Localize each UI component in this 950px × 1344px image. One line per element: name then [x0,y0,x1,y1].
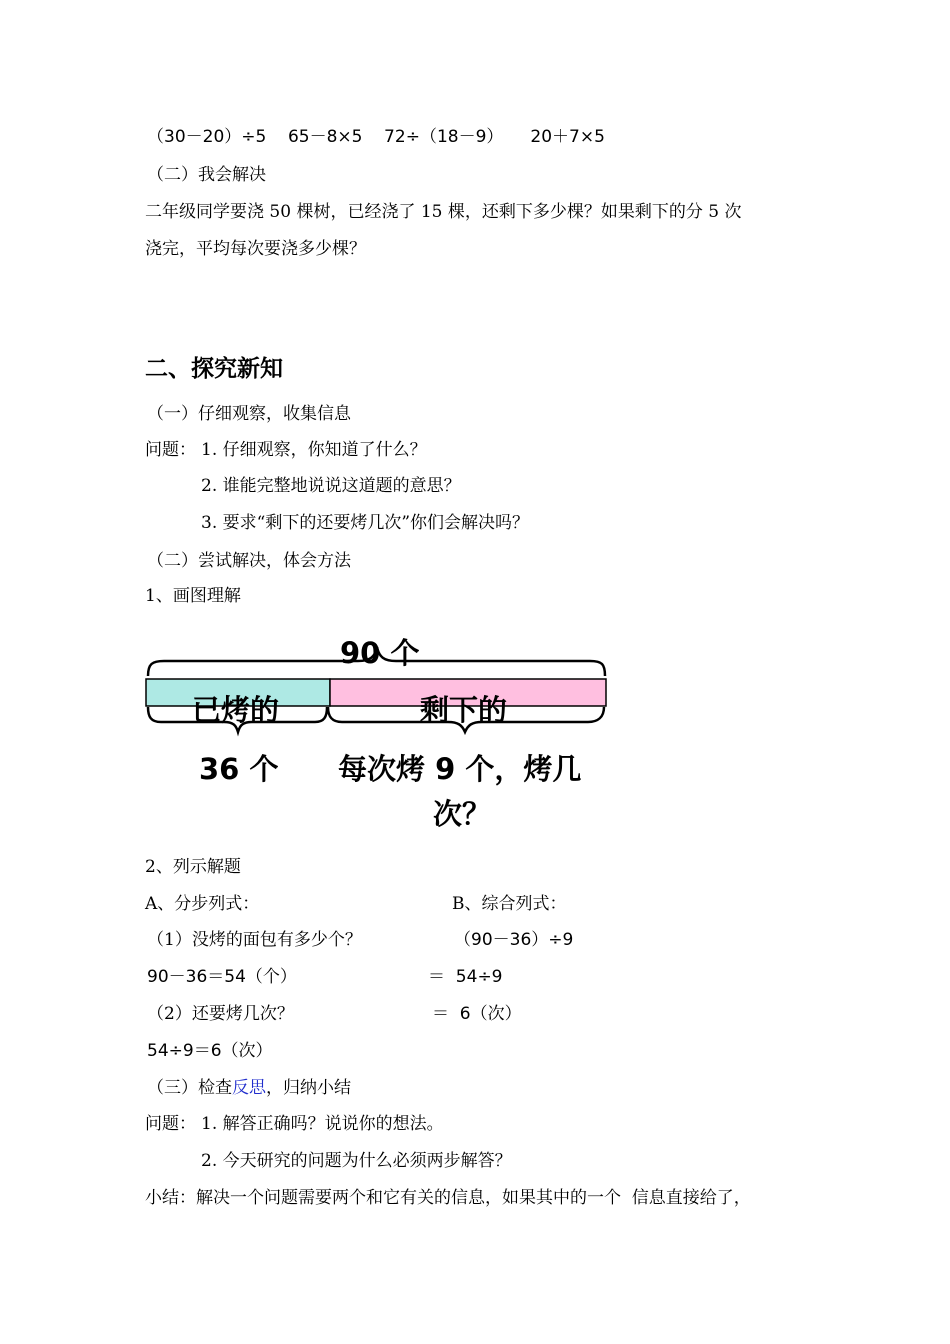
method-a-equation-1: 90－36＝54（个） [147,967,297,987]
calculation-exercises: （30－20）÷5 65－8×5 72÷（18－9） 20＋7×5 [147,127,605,147]
step-solve: 2、列示解题 [145,857,241,877]
total-label: 90 个 [340,636,420,670]
method-a-question-1: （1）没烤的面包有多少个？ [147,930,362,950]
review-question-1: 1. 解答正确吗？说说你的想法。 [201,1114,444,1134]
review-question-2: 2. 今天研究的问题为什么必须两步解答？ [201,1151,512,1171]
review-question-prefix: 问题： [145,1114,196,1134]
summary-text: 小结：解决一个问题需要两个和它有关的信息，如果其中的一个 信息直接给了， [145,1188,751,1208]
subsection-observe: （一）仔细观察，收集信息 [147,404,351,424]
subsection-review [147,1077,351,1099]
review-prefix: （三）检查 [147,1078,232,1098]
method-a-title: A、分步列式： [145,894,260,914]
method-b-equation-2: ＝ 54÷9 [428,967,503,987]
review-suffix: ，归纳小结 [266,1078,351,1098]
method-a-equation-2: 54÷9＝6（次） [147,1041,273,1061]
question-label-line-1: 每次烤 9 个，烤几 [338,752,582,786]
method-b-equation-3: ＝ 6（次） [432,1004,522,1024]
method-b-title: B、综合列式： [452,894,567,914]
question-label-line-2: 次？ [433,797,492,831]
word-problem-line-1: 二年级同学要浇 50 棵树，已经浇了 15 棵，还剩下多少棵？如果剩下的分 5 次 [145,202,742,222]
step-draw: 1、画图理解 [145,586,241,606]
section-heading-explore: 二、探究新知 [145,356,283,382]
section-title-solve: （二）我会解决 [147,165,266,185]
method-b-equation-1: （90－36）÷9 [454,930,574,950]
reflect-link[interactable]: 反思 [232,1078,266,1098]
question-3: 3. 要求“剩下的还要烤几次”你们会解决吗？ [201,513,530,533]
remaining-label: 剩下的 [420,693,508,727]
question-2: 2. 谁能完整地说说这道题的意思？ [201,476,461,496]
question-prefix: 问题： [145,440,196,460]
subsection-try: （二）尝试解决，体会方法 [147,551,351,571]
method-a-question-2: （2）还要烤几次？ [147,1004,294,1024]
baked-count: 36 个 [199,752,279,786]
baked-label: 已烤的 [192,693,280,727]
word-problem-line-2: 浇完，平均每次要浇多少棵？ [145,239,366,259]
question-1: 1. 仔细观察，你知道了什么？ [201,440,427,460]
